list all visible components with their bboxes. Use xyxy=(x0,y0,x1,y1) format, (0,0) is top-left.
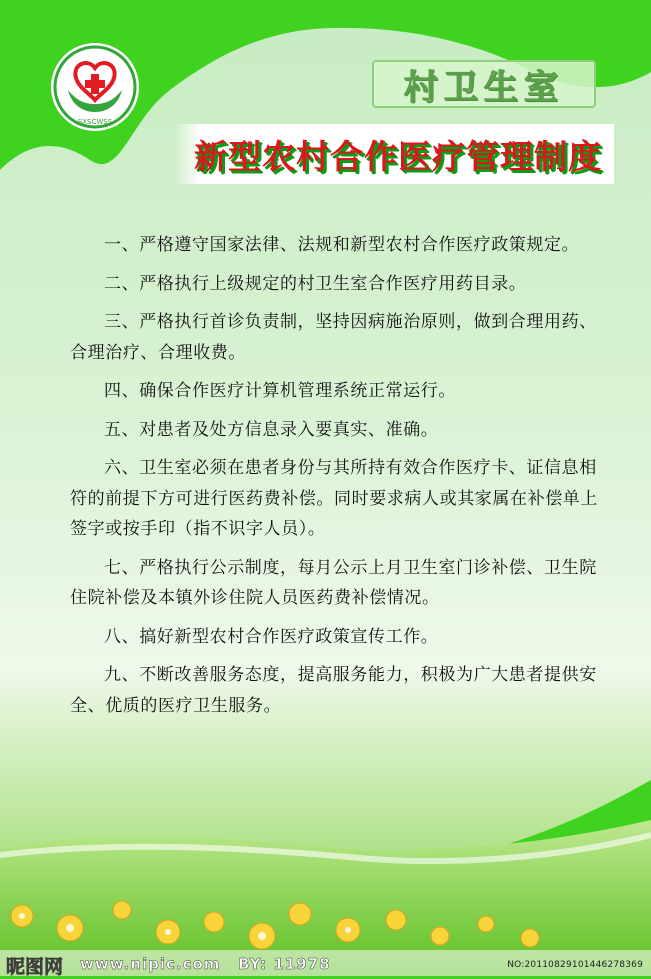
room-label: 村卫生室 xyxy=(404,67,564,108)
watermark-brand: 昵图网 xyxy=(6,956,64,978)
emblem-text: SXSCWSS xyxy=(77,118,113,126)
rule-item: 六、卫生室必须在患者身份与其所持有效合作医疗卡、证信息相符的前提下方可进行医药费补偿。同时要求病人或其家属在补偿单上签字或按手印（指不识字人员）。 xyxy=(70,458,598,539)
page-title: 新型农村合作医疗管理制度 xyxy=(194,136,602,176)
watermark-number: NO:20110829101446278369 xyxy=(507,960,643,970)
rule-item: 二、严格执行上级规定的村卫生室合作医疗用药目录。 xyxy=(104,273,527,294)
rule-item: 四、确保合作医疗计算机管理系统正常运行。 xyxy=(104,381,456,401)
rule-item: 三、严格执行首诊负责制，坚持因病施治原则，做到合理用药、合理治疗、合理收费。 xyxy=(70,312,597,363)
watermark-url: www.nipic.com xyxy=(80,955,221,973)
rule-item: 一、严格遵守国家法律、法规和新型农村合作医疗政策规定。 xyxy=(104,235,580,255)
room-label-box xyxy=(372,60,596,108)
rule-item: 五、对患者及处方信息录入要真实、准确。 xyxy=(104,419,439,440)
title-banner xyxy=(174,124,614,184)
watermark-author: BY: 11978 xyxy=(238,955,331,973)
rule-item: 八、搞好新型农村合作医疗政策宣传工作。 xyxy=(104,626,439,647)
rule-item: 九、不断改善服务态度，提高服务能力，积极为广大患者提供安全、优质的医疗卫生服务。 xyxy=(70,665,597,716)
rules-list xyxy=(70,230,610,729)
health-emblem-icon xyxy=(50,42,140,132)
flowers-decoration xyxy=(0,880,651,950)
rule-item: 七、严格执行公示制度，每月公示上月卫生室门诊补偿、卫生院住院补偿及本镇外诊住院人员医药费补偿情况。 xyxy=(70,557,597,608)
